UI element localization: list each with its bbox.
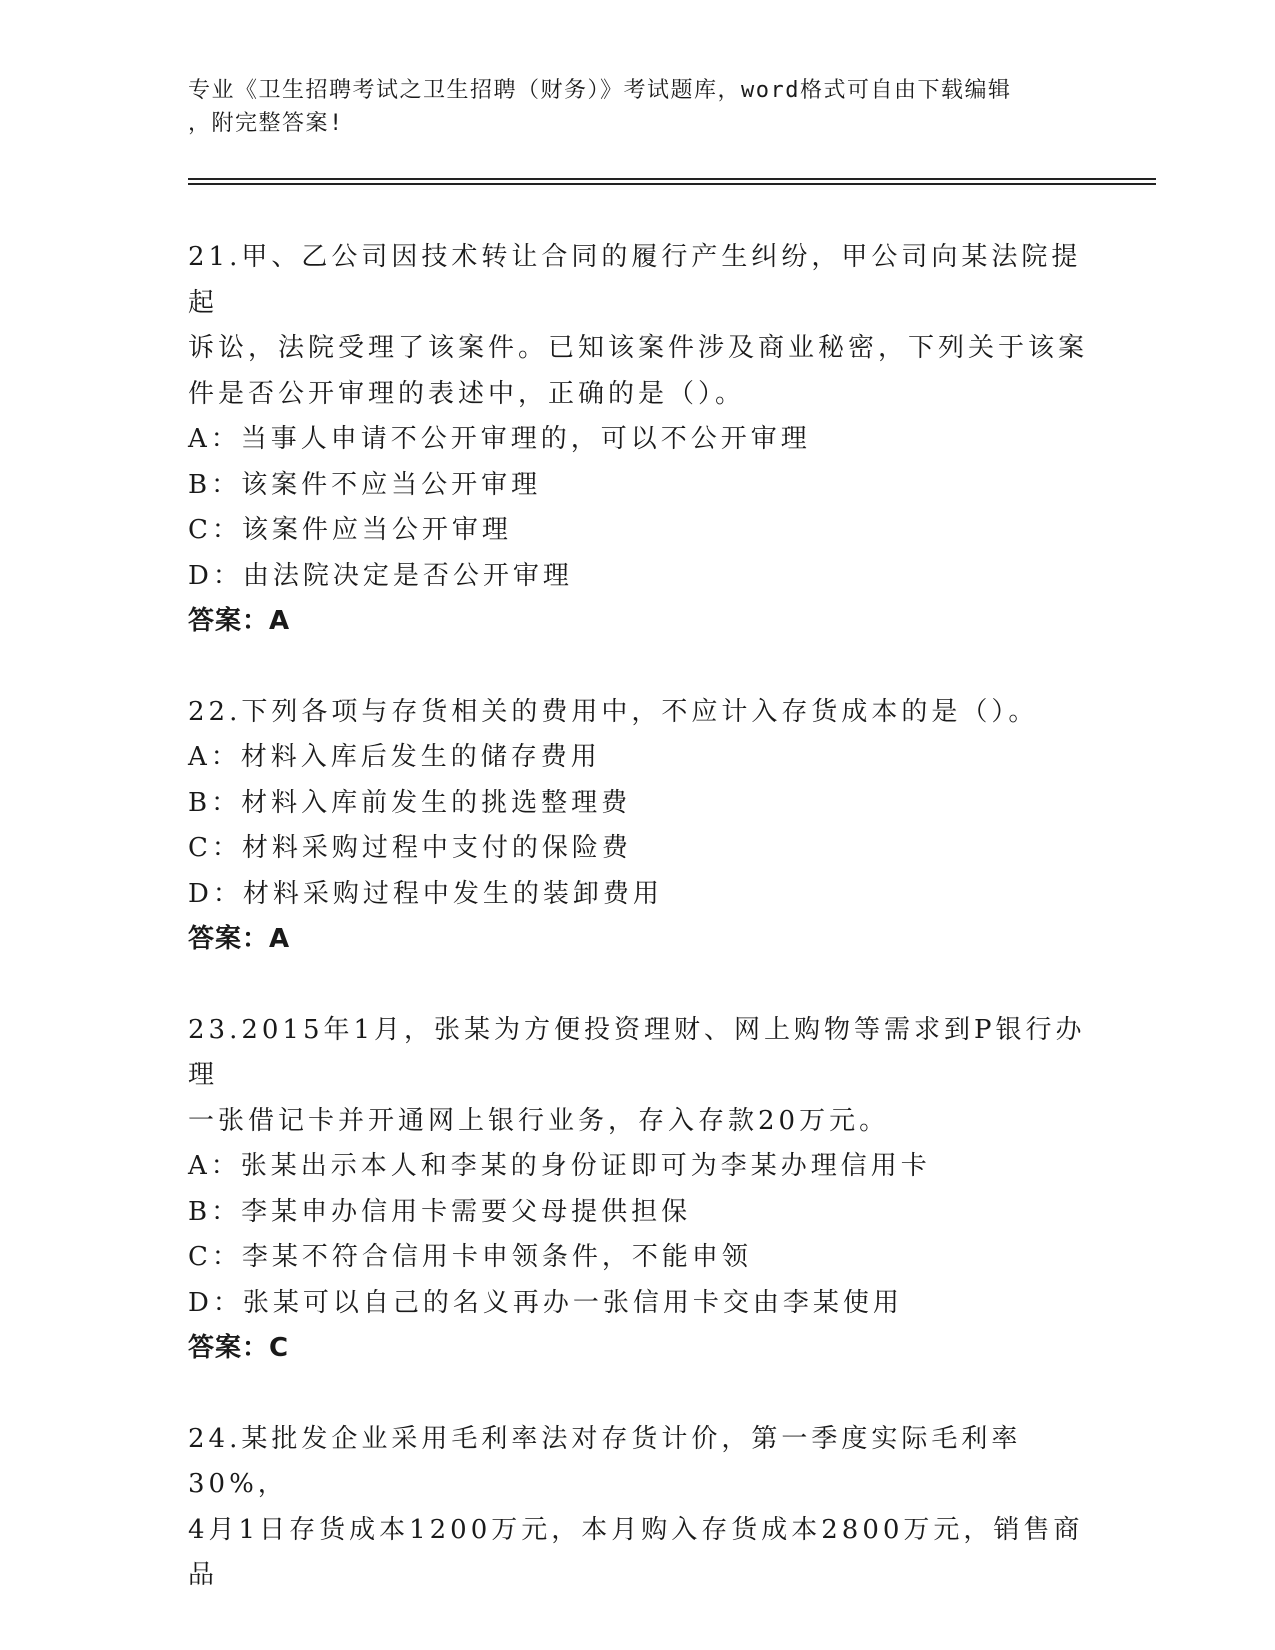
header-divider-bottom bbox=[188, 183, 1156, 185]
document-header bbox=[188, 74, 1068, 140]
answer-label: 答案：A bbox=[188, 606, 291, 636]
option-c: C：该案件应当公开审理 bbox=[188, 515, 512, 545]
question-21 bbox=[188, 235, 1088, 645]
option-d: D：由法院决定是否公开审理 bbox=[188, 560, 573, 591]
option-d: D：张某可以自己的名义再办一张信用卡交由李某使用 bbox=[188, 1287, 903, 1318]
answer-label: 答案：C bbox=[188, 1333, 290, 1363]
question-list bbox=[188, 235, 1088, 1644]
question-text-line: 4月1日存货成本1200万元，本月购入存货成本2800万元，销售商品 bbox=[188, 1514, 1084, 1590]
option-b: B：材料入库前发生的挑选整理费 bbox=[188, 787, 632, 818]
question-23 bbox=[188, 1008, 1088, 1372]
question-24 bbox=[188, 1417, 1088, 1599]
option-c: C：材料采购过程中支付的保险费 bbox=[188, 833, 632, 863]
header-line-1: 专业《卫生招聘考试之卫生招聘（财务）》考试题库，word格式可自由下载编辑 bbox=[188, 78, 1012, 103]
question-text-line: 诉讼，法院受理了该案件。已知该案件涉及商业秘密，下列关于该案 bbox=[188, 333, 1089, 363]
option-b: B：该案件不应当公开审理 bbox=[188, 469, 542, 500]
question-text-line: 24.某批发企业采用毛利率法对存货计价，第一季度实际毛利率30%， bbox=[188, 1423, 1022, 1499]
question-text-line: 21.甲、乙公司因技术转让合同的履行产生纠纷，甲公司向某法院提起 bbox=[188, 242, 1082, 318]
question-text-line: 23.2015年1月，张某为方便投资理财、网上购物等需求到P银行办理 bbox=[188, 1014, 1086, 1090]
option-a: A：当事人申请不公开审理的，可以不公开审理 bbox=[188, 424, 811, 454]
option-a: A：材料入库后发生的储存费用 bbox=[188, 742, 601, 772]
answer-label: 答案：A bbox=[188, 924, 291, 954]
question-text-line: 一张借记卡并开通网上银行业务，存入存款20万元。 bbox=[188, 1105, 890, 1136]
option-d: D：材料采购过程中发生的装卸费用 bbox=[188, 878, 663, 909]
question-text-line: 22.下列各项与存货相关的费用中，不应计入存货成本的是（）。 bbox=[188, 696, 1039, 727]
header-line-2: ，附完整答案! bbox=[188, 111, 344, 136]
header-divider-top bbox=[188, 178, 1156, 180]
question-22 bbox=[188, 690, 1088, 963]
option-b: B：李某申办信用卡需要父母提供担保 bbox=[188, 1196, 692, 1227]
option-c: C：李某不符合信用卡申领条件，不能申领 bbox=[188, 1242, 752, 1272]
question-text-line: 件是否公开审理的表述中，正确的是（）。 bbox=[188, 378, 746, 409]
option-a: A：张某出示本人和李某的身份证即可为李某办理信用卡 bbox=[188, 1151, 931, 1181]
